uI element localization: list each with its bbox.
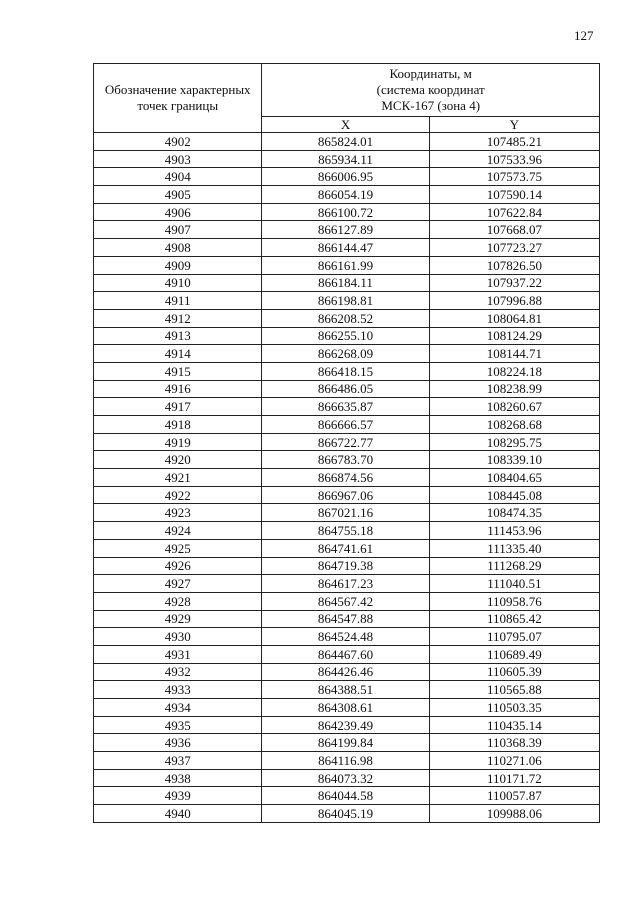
x-coordinate-cell: 864567.42: [262, 592, 429, 610]
x-coordinate-cell: 864116.98: [262, 752, 429, 770]
x-coordinate-cell: 866144.47: [262, 239, 429, 257]
table-row: [94, 239, 600, 257]
table-row: [94, 681, 600, 699]
y-coordinate-cell: 107622.84: [429, 203, 599, 221]
y-coordinate-cell: 110271.06: [429, 752, 599, 770]
coordinates-header: [262, 64, 600, 117]
table-row: [94, 699, 600, 717]
table-row: [94, 769, 600, 787]
point-id-cell: 4902: [94, 133, 262, 151]
y-coordinate-cell: 107573.75: [429, 168, 599, 186]
x-coordinate-cell: 866100.72: [262, 203, 429, 221]
point-id-cell: 4913: [94, 327, 262, 345]
table-row: [94, 309, 600, 327]
x-coordinate-cell: 866006.95: [262, 168, 429, 186]
table-row: [94, 522, 600, 540]
table-row: [94, 663, 600, 681]
table-row: [94, 327, 600, 345]
y-coordinate-cell: 110565.88: [429, 681, 599, 699]
x-coordinate-cell: 866635.87: [262, 398, 429, 416]
x-coordinate-cell: 866208.52: [262, 309, 429, 327]
x-coordinate-cell: 864044.58: [262, 787, 429, 805]
y-coordinate-cell: 111453.96: [429, 522, 599, 540]
y-coordinate-cell: 110865.42: [429, 610, 599, 628]
x-coordinate-cell: 866255.10: [262, 327, 429, 345]
table-row: [94, 787, 600, 805]
table-row: [94, 150, 600, 168]
x-coordinate-cell: 864239.49: [262, 716, 429, 734]
y-header: Y: [429, 117, 599, 133]
x-coordinate-cell: 867021.16: [262, 504, 429, 522]
y-coordinate-cell: 107996.88: [429, 292, 599, 310]
point-id-cell: 4909: [94, 256, 262, 274]
y-coordinate-cell: 110605.39: [429, 663, 599, 681]
y-coordinate-cell: 108124.29: [429, 327, 599, 345]
x-coordinate-cell: 864755.18: [262, 522, 429, 540]
table-row: [94, 292, 600, 310]
point-id-cell: 4916: [94, 380, 262, 398]
point-id-cell: 4921: [94, 469, 262, 487]
x-coordinate-cell: 866666.57: [262, 416, 429, 434]
point-id-cell: 4908: [94, 239, 262, 257]
x-coordinate-cell: 866054.19: [262, 186, 429, 204]
point-id-cell: 4935: [94, 716, 262, 734]
x-coordinate-cell: 864388.51: [262, 681, 429, 699]
x-coordinate-cell: 864547.88: [262, 610, 429, 628]
x-coordinate-cell: 866783.70: [262, 451, 429, 469]
point-id-cell: 4927: [94, 575, 262, 593]
point-id-cell: 4936: [94, 734, 262, 752]
table-row: [94, 575, 600, 593]
coordinates-header-line2: (система координат: [376, 82, 485, 97]
y-coordinate-cell: 107485.21: [429, 133, 599, 151]
x-coordinate-cell: 866268.09: [262, 345, 429, 363]
table-row: [94, 752, 600, 770]
y-coordinate-cell: 108144.71: [429, 345, 599, 363]
table-row: [94, 592, 600, 610]
coordinates-header-line1: Координаты, м: [389, 66, 472, 81]
x-coordinate-cell: 866418.15: [262, 362, 429, 380]
coordinates-header-line3: МСК-167 (зона 4): [381, 98, 481, 113]
x-coordinate-cell: 866184.11: [262, 274, 429, 292]
point-id-cell: 4922: [94, 486, 262, 504]
point-id-cell: 4932: [94, 663, 262, 681]
table-row: [94, 539, 600, 557]
point-id-cell: 4924: [94, 522, 262, 540]
y-coordinate-cell: 110503.35: [429, 699, 599, 717]
table-row: [94, 398, 600, 416]
x-coordinate-cell: 864426.46: [262, 663, 429, 681]
point-id-cell: 4907: [94, 221, 262, 239]
point-id-cell: 4914: [94, 345, 262, 363]
x-coordinate-cell: 866722.77: [262, 433, 429, 451]
y-coordinate-cell: 108064.81: [429, 309, 599, 327]
y-coordinate-cell: 111268.29: [429, 557, 599, 575]
x-coordinate-cell: 864617.23: [262, 575, 429, 593]
point-id-cell: 4925: [94, 539, 262, 557]
point-designation-header: Обозначение характерных точек границы: [94, 64, 262, 133]
y-coordinate-cell: 108295.75: [429, 433, 599, 451]
y-coordinate-cell: 110057.87: [429, 787, 599, 805]
y-coordinate-cell: 108268.68: [429, 416, 599, 434]
table-row: [94, 362, 600, 380]
y-coordinate-cell: 110958.76: [429, 592, 599, 610]
point-id-cell: 4933: [94, 681, 262, 699]
table-row: [94, 221, 600, 239]
point-id-cell: 4917: [94, 398, 262, 416]
table-row: [94, 345, 600, 363]
y-coordinate-cell: 107533.96: [429, 150, 599, 168]
table-row: [94, 628, 600, 646]
y-coordinate-cell: 108474.35: [429, 504, 599, 522]
page-number: 127: [574, 28, 594, 43]
y-coordinate-cell: 110435.14: [429, 716, 599, 734]
y-coordinate-cell: 110368.39: [429, 734, 599, 752]
y-coordinate-cell: 107826.50: [429, 256, 599, 274]
x-coordinate-cell: 864524.48: [262, 628, 429, 646]
y-coordinate-cell: 108445.08: [429, 486, 599, 504]
y-coordinate-cell: 108224.18: [429, 362, 599, 380]
point-id-cell: 4903: [94, 150, 262, 168]
point-id-cell: 4928: [94, 592, 262, 610]
point-id-cell: 4905: [94, 186, 262, 204]
table-row: [94, 186, 600, 204]
point-id-cell: 4919: [94, 433, 262, 451]
x-coordinate-cell: 864199.84: [262, 734, 429, 752]
table-row: [94, 504, 600, 522]
x-coordinate-cell: 864045.19: [262, 805, 429, 823]
x-coordinate-cell: 866874.56: [262, 469, 429, 487]
y-coordinate-cell: 111040.51: [429, 575, 599, 593]
y-coordinate-cell: 107723.27: [429, 239, 599, 257]
point-id-cell: 4939: [94, 787, 262, 805]
y-coordinate-cell: 109988.06: [429, 805, 599, 823]
table-row: [94, 380, 600, 398]
y-coordinate-cell: 108238.99: [429, 380, 599, 398]
table-row: [94, 734, 600, 752]
x-coordinate-cell: 864719.38: [262, 557, 429, 575]
x-header: X: [262, 117, 429, 133]
y-coordinate-cell: 111335.40: [429, 539, 599, 557]
point-id-cell: 4940: [94, 805, 262, 823]
table-row: [94, 469, 600, 487]
x-coordinate-cell: 864308.61: [262, 699, 429, 717]
table-row: [94, 805, 600, 823]
point-id-cell: 4911: [94, 292, 262, 310]
table-row: [94, 716, 600, 734]
point-id-cell: 4912: [94, 309, 262, 327]
x-coordinate-cell: 866967.06: [262, 486, 429, 504]
table-row: [94, 557, 600, 575]
table-row: [94, 416, 600, 434]
point-id-cell: 4915: [94, 362, 262, 380]
point-id-cell: 4910: [94, 274, 262, 292]
x-coordinate-cell: 866486.05: [262, 380, 429, 398]
point-id-cell: 4920: [94, 451, 262, 469]
x-coordinate-cell: 866161.99: [262, 256, 429, 274]
table-row: [94, 274, 600, 292]
table-row: [94, 133, 600, 151]
y-coordinate-cell: 110795.07: [429, 628, 599, 646]
table-row: [94, 203, 600, 221]
table-row: [94, 486, 600, 504]
x-coordinate-cell: 864073.32: [262, 769, 429, 787]
x-coordinate-cell: 866127.89: [262, 221, 429, 239]
table-row: [94, 451, 600, 469]
table-row: [94, 433, 600, 451]
table-row: [94, 256, 600, 274]
y-coordinate-cell: 107937.22: [429, 274, 599, 292]
y-coordinate-cell: 107590.14: [429, 186, 599, 204]
x-coordinate-cell: 866198.81: [262, 292, 429, 310]
point-id-cell: 4918: [94, 416, 262, 434]
table-row: [94, 645, 600, 663]
table-row: [94, 168, 600, 186]
x-coordinate-cell: 864467.60: [262, 645, 429, 663]
point-id-cell: 4934: [94, 699, 262, 717]
point-id-cell: 4931: [94, 645, 262, 663]
point-id-cell: 4904: [94, 168, 262, 186]
point-id-cell: 4923: [94, 504, 262, 522]
y-coordinate-cell: 110171.72: [429, 769, 599, 787]
table-body: [94, 133, 600, 823]
y-coordinate-cell: 108339.10: [429, 451, 599, 469]
y-coordinate-cell: 110689.49: [429, 645, 599, 663]
y-coordinate-cell: 108404.65: [429, 469, 599, 487]
table-row: [94, 610, 600, 628]
point-id-cell: 4906: [94, 203, 262, 221]
point-id-cell: 4926: [94, 557, 262, 575]
point-id-cell: 4938: [94, 769, 262, 787]
y-coordinate-cell: 108260.67: [429, 398, 599, 416]
point-id-cell: 4937: [94, 752, 262, 770]
point-id-cell: 4929: [94, 610, 262, 628]
x-coordinate-cell: 865934.11: [262, 150, 429, 168]
x-coordinate-cell: 864741.61: [262, 539, 429, 557]
y-coordinate-cell: 107668.07: [429, 221, 599, 239]
point-id-cell: 4930: [94, 628, 262, 646]
x-coordinate-cell: 865824.01: [262, 133, 429, 151]
coordinates-table: [93, 63, 600, 823]
